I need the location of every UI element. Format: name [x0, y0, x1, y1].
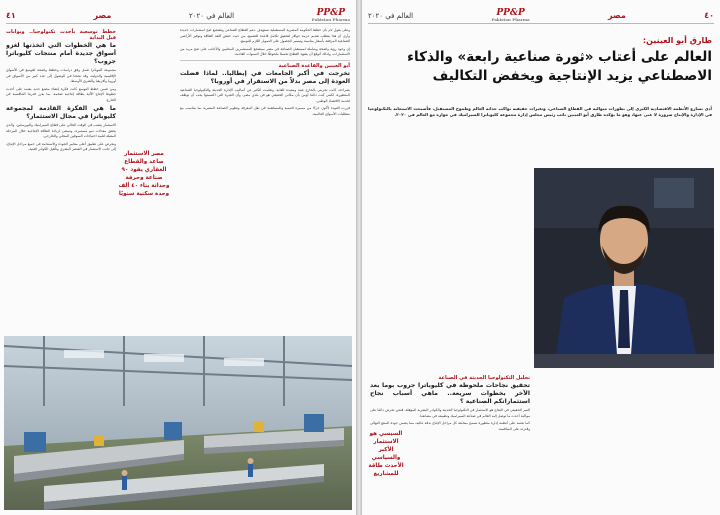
paragraph: كما نعتمد على أنظمة إدارة متطورة تسمح بمتابعة كل مراحل الإنتاج بدقة عالية، مما يضمن جودة المنتج النهائي وقدرته على المنافسة.	[370, 421, 530, 431]
left-page	[0, 0, 356, 515]
left-page-column-left	[6, 28, 116, 332]
paragraph: قررت العودة لأكون جزءًا من مسيرة التنمية وللمساهمة في نقل المعرفة وتطوير الصناعة المصرية بما يتناسب مع متطلبات الأسواق العالمية.	[180, 106, 350, 116]
left-page-header	[6, 8, 350, 24]
article-kicker: طارق أبو العينين:	[642, 36, 712, 45]
interview-question: تحقيق نجاحات ملحوظة في كليوباترا جروب بوما بعد الآخر بخطوات سريعة.. ماهي أسباب نجاح استثماراتكم الصناعية ؟	[370, 382, 530, 405]
interview-question: ما هي الخطوات التي اتخذتها لغزو أسواق جديدة أمام منتجات كليوباترا جروب؟	[6, 42, 116, 65]
paragraph: مجموعة كليوباترا تعمل وفق دراسات وخطط واضحة للتوسع في الأسواق الإقليمية والدولية، وقد نجحنا في الوصول إلى عدد كبير من الأسواق في أوروبا وأفريقيا والشرق الأوسط.	[6, 68, 116, 83]
section-label-left: مصر	[93, 11, 112, 20]
page-number-right: ٤٠	[704, 11, 714, 20]
issue-label-left: العالم في ٢٠٢٠	[188, 11, 235, 20]
divider	[180, 60, 350, 61]
paragraph: ومن ضمن خطط التوسع كانت فكرة إنشاء مصنع جديد يعتمد على أحدث خطوط الإنتاج الآلية بطاقة إنتاجية ضخمة، بما يعزز قدرتنا التنافسية في الخارج.	[6, 86, 116, 102]
right-page-header	[368, 8, 714, 24]
magazine-logo-right	[491, 9, 529, 22]
factory-illustration	[4, 336, 352, 510]
logo-subtitle: Pakistan Pharma	[311, 17, 350, 22]
section-subhead: أبو العينين والقاعدة الصناعية	[278, 62, 350, 69]
pull-quote-left: مصر الاستثمار صاعد والقطاع العقاري يقود ٩٠ صناعة وحرفة وحداثة بناء ٤٠ ألف وحدة سكنية سنويًا	[118, 151, 170, 197]
paragraph: وعلى يقول تام بأن خطط الحكومة المصرية المستقبلية تستهدف دعم القطاع الصناعي وتشجيع ضخ استثمارات جديدة وأرى أن هذا يتطلب تقديم حزمة حوافز لتحقيق تكامل قاعدة للتصنيع، من حيث خفض كلفة الطاقة وتوفير الأراضي الصناعية المرفقة بأسعار مناسبة وتيسير الحصول على التمويل اللازم للتوسع.	[180, 28, 350, 43]
paragraph: السر الحقيقي في النجاح هو الاستثمار في التكنولوجيا الحديثة والكوادر البشرية المؤهلة، فنحن نحرص دائمًا على مواكبة أحدث ما توصل إليه العالم في صناعة السيراميك وتطبيقه في مصانعنا.	[370, 408, 530, 418]
logo-text: PP&P	[316, 8, 346, 18]
paragraph: الاستثمار ينصب في الوقت الحالي على قطاع السيراميك والبورسلين، والذي يحقق معدلات نمو مستمرة، ونسعى لزيادة الطاقة الإنتاجية خلال المرحلة المقبلة لتلبية احتياجات السوقين المحلي والخارجي.	[6, 123, 116, 138]
factory-photo	[4, 336, 352, 510]
page-number-left: ٤١	[6, 11, 16, 20]
magazine-logo-left	[312, 9, 350, 22]
right-page	[362, 0, 720, 515]
paragraph: إن وجود رؤية واضحة وشاملة لمستقبل الصناعة في مصر سيشجع المستثمرين المحليين والأجانب على ضخ مزيد من الاستثمارات، ولذلك أتوقع أن يشهد القطاع تحسنًا ملحوظًا خلال السنوات القادمة.	[180, 46, 350, 56]
section-subhead: خطط توسعية بأحدث تكنولوجيا.. وبوابات قبل البداية	[6, 29, 116, 41]
section-subhead: تحليل التكنولوجيا الحديثة في الصناعة	[438, 375, 530, 381]
paragraph: ونحرص على تطبيق أعلى معايير الجودة والاستدامة في جميع مراحل الإنتاج، إلى جانب الاستثمار في العنصر البشري وتأهيل الكوادر الفنية.	[6, 141, 116, 151]
left-page-column-right	[180, 28, 350, 332]
interview-question: ما هي الفكرة القادمة لمجموعة كليوباترا في مجال الاستثمار؟	[6, 105, 116, 120]
pull-quote-right: السيسي هو الاستثمار الأكبر والسياسي الأحدث طاقة للمشاريع	[368, 431, 404, 477]
section-label-right: مصر	[608, 11, 626, 20]
interview-question: تخرجت في أكبر الجامعات في إيطاليا.. لماذا فضلت العودة إلى مصر بدلاً من الاستقرار في أوروبا؟	[180, 69, 350, 85]
logo-subtitle: Pakistan Pharma	[491, 17, 530, 22]
paragraph: بصراحة، كانت تجربتي بالخارج غنية ومفيدة للغاية، وتعلمت الكثير عن أساليب الإدارة الحديثة والتكنولوجيا الصناعية المتطورة، لكنني كنت دائمًا أؤمن بأن مكاني الحقيقي هو في بلدي مصر، وأن الخبرة التي اكتسبتها يجب أن توظف لخدمة الاقتصاد الوطني.	[180, 87, 350, 103]
article-lead: أدى تسارع الأنظمة الاقتصادية الكبرى إلى تطورات متوالية في القطاع الصناعي، وتغيرات حقيقية تواكب حداثة العالم وطموح المستقبل، فأصبحت الاستعانة بالتكنولوجيا في الإدارة والإنتاج ضرورة لا غنى عنها، وهو ما يؤكده طارق أبو العينين نائب رئيس مجلس إدارة مجموعة كليوباترا للسيراميك في حواره مع العالم في ٢٠٢٠.	[368, 106, 712, 117]
logo-text: PP&P	[496, 8, 525, 18]
issue-label-right: العالم في ٢٠٢٠	[368, 11, 414, 20]
portrait-illustration	[534, 168, 714, 368]
interviewee-portrait	[534, 168, 714, 368]
article-headline: العالم على أعتاب «ثورة صناعية رابعة» والذكاء الاصطناعي يزيد الإنتاجية ويخفض التكاليف	[407, 49, 712, 84]
